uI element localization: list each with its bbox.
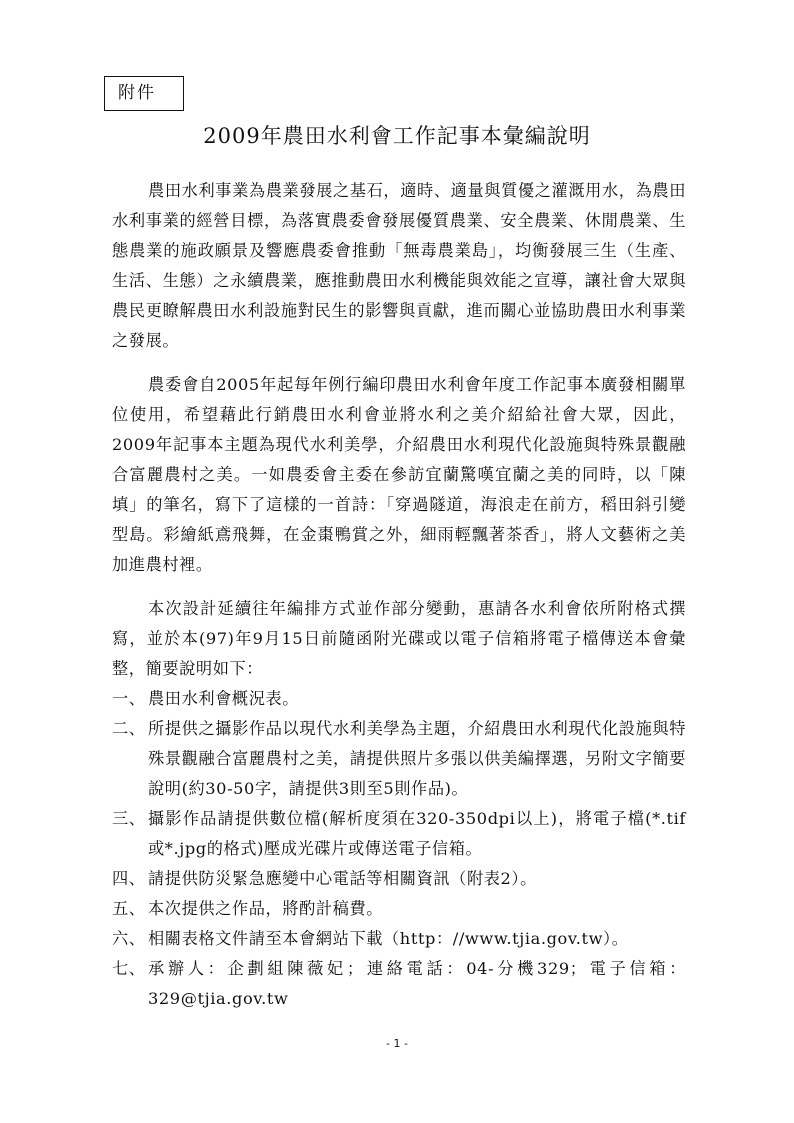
page-number: - 1 - [386, 1037, 408, 1050]
list-item [112, 894, 686, 924]
page-title: 2009年農田水利會工作記事本彙編說明 [203, 124, 591, 148]
attachment-label: 附件 [104, 76, 184, 111]
list-item [112, 714, 686, 804]
paragraph-intro: 農田水利事業為農業發展之基石，適時、適量與質優之灌溉用水，為農田水利事業的經營目標，為落實農委會發展優質農業、安全農業、休閒農業、生態農業的施政願景及響應農委會推動「無毒農業島」，均衡發展三生（生產、生活、生態）之永續農業，應推動農田水利機能與效能之宣導，讓社會大眾與農民更瞭解農田水利設施對民生的影響與貢獻，進而關心並協助農田水利事業之發展。 [112, 181, 686, 350]
list-item-text: 相關表格文件請至本會網站下載（http：//www.tjia.gov.tw）。 [148, 929, 629, 948]
list-item-text: 承辦人：企劃組陳薇妃；連絡電話：04-分機329；電子信箱：329@tjia.gov.tw [148, 959, 686, 1008]
list-item-text: 請提供防災緊急應變中心電話等相關資訊（附表2）。 [148, 869, 537, 888]
paragraph-background: 農委會自2005年起每年例行編印農田水利會年度工作記事本廣發相關單位使用，希望藉此行銷農田水利會並將水利之美介紹給社會大眾，因此，2009年記事本主題為現代水利美學，介紹農田水利現代化設施與特殊景觀融合富麗農村之美。一如農委會主委在參訪宜蘭驚嘆宜蘭之美的同時，以「陳填」的筆名，寫下了這樣的一首詩：「穿過隧道，海浪走在前方，稻田斜引變型島。彩繪紙鳶飛舞，在金棗鴨賞之外，細雨輕飄著茶香」，將人文藝術之美加進農村裡。 [112, 375, 686, 574]
list-marker: 七、 [112, 959, 146, 978]
list-item [112, 684, 686, 714]
document-body [112, 176, 686, 1014]
list-marker: 四、 [112, 869, 146, 888]
list-marker: 一、 [112, 689, 146, 708]
list-item [112, 864, 686, 894]
list-item [112, 954, 686, 1014]
paragraph-instructions: 本次設計延續往年編排方式並作部分變動，惠請各水利會依所附格式撰寫，並於本(97)年9月15日前隨函附光碟或以電子信箱將電子檔傳送本會彙整，簡要說明如下： [112, 599, 686, 678]
list-marker: 六、 [112, 929, 146, 948]
list-item [112, 804, 686, 864]
list-item-text: 所提供之攝影作品以現代水利美學為主題，介紹農田水利現代化設施與特殊景觀融合富麗農村之美，請提供照片多張以供美編擇選，另附文字簡要說明(約30-50字，請提供3則至5則作品)。 [148, 719, 686, 798]
list-item-text: 攝影作品請提供數位檔(解析度須在320-350dpi以上)，將電子檔(*.tif或*.jpg的格式)壓成光碟片或傳送電子信箱。 [148, 809, 686, 858]
instruction-list [112, 684, 686, 1014]
list-marker: 二、 [112, 719, 146, 738]
list-item-text: 本次提供之作品，將酌計稿費。 [148, 899, 384, 918]
list-item [112, 924, 686, 954]
list-marker: 五、 [112, 899, 146, 918]
list-item-text: 農田水利會概況表。 [148, 689, 300, 708]
list-marker: 三、 [112, 809, 146, 828]
